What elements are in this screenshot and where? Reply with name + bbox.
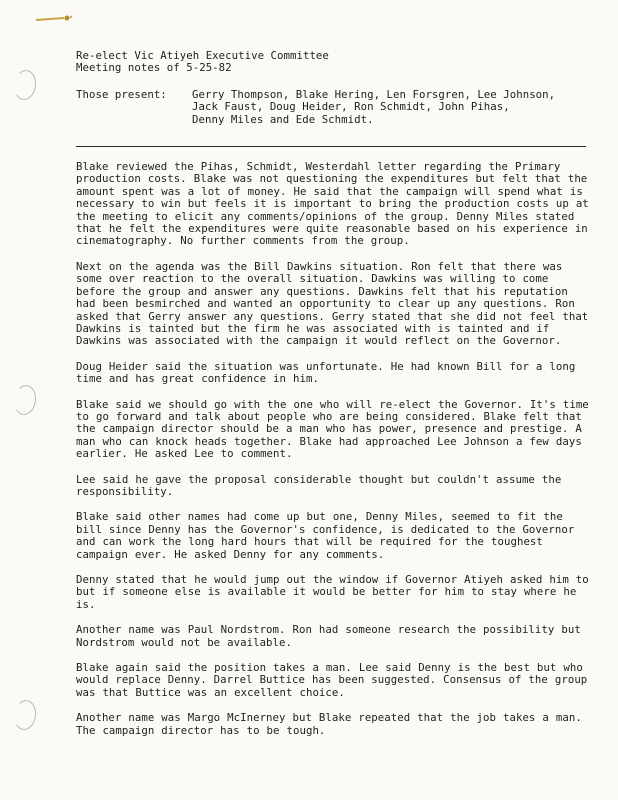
- paragraph-dawkins-situation: Next on the agenda was the Bill Dawkins situation. Ron felt that there was some over reaction to the overall situation. Dawkins was willing to come before the group and answer any questions. Dawkins felt that his reputation had been besmirched and wanted an opportunity to clear up any questions. Ron asked that Gerry answer any questions. Gerry stated that she did not feel that Dawkins is tainted but the firm he was associated with is tainted and if Dawkins was associated with the campaign it would reflect on the Governor.: [76, 259, 589, 348]
- committee-title: Re-elect Vic Atiyeh Executive Committee: [76, 49, 329, 62]
- attendees-label: Those present:: [76, 87, 167, 101]
- punch-hole-bottom: [12, 699, 38, 732]
- paragraph-mcinerney: Another name was Margo McInerney but Blake repeated that the job takes a man. The campaign director has to be tough.: [76, 711, 582, 737]
- paragraph-lee-response: Lee said he gave the proposal considerable thought but couldn't assume the responsibility.: [76, 472, 562, 498]
- paragraph-denny-response: Denny stated that he would jump out the window if Governor Atiyeh asked him to but if someone else is available it would be better for him to stay where he is.: [76, 573, 589, 611]
- attendees-block: [76, 89, 604, 126]
- paragraph-nordstrom: Another name was Paul Nordstrom. Ron had someone research the possibility but Nordstrom would not be available.: [76, 623, 581, 649]
- attendees-names: Gerry Thompson, Blake Hering, Len Forsgren, Lee Johnson, Jack Faust, Doug Heider, Ron Schmidt, John Pihas, Denny Miles and Ede Schmidt.: [192, 87, 556, 126]
- memo-page: [76, 50, 604, 750]
- divider-rule: [76, 146, 586, 147]
- meeting-date-line: Meeting notes of 5-25-82: [76, 61, 232, 75]
- paragraph-buttice: Blake again said the position takes a man. Lee said Denny is the best but who would replace Denny. Darrel Buttice has been suggested. Consensus of the group was that Buttice was an excellent choice.: [76, 661, 588, 699]
- paragraph-production-costs: Blake reviewed the Pihas, Schmidt, Westerdahl letter regarding the Primary production costs. Blake was not questioning the expenditures but felt that the amount spent was a lot of money. He said that the campaign will spend what is necessary to win but feels it is important to bring the production costs up at the meeting to elicit any comments/opinions of the group. Denny Miles stated that he felt the expenditures were quite reasonable based on his experience in cinematography. No further comments from the group.: [76, 160, 589, 248]
- punch-hole-middle: [12, 384, 38, 417]
- staple-mark: [34, 14, 74, 24]
- paragraph-campaign-director: Blake said we should go with the one who will re-elect the Governor. It's time to go forward and talk about people who are being considered. Blake felt that the campaign director should be a man who has power, presence and prestige. A man who can knock heads together. Blake had approached Lee Johnson a few days earlier. He asked Lee to comment.: [76, 397, 589, 461]
- memo-heading: [76, 50, 604, 75]
- paragraph-heider-comment: Doug Heider said the situation was unfortunate. He had known Bill for a long time and has great confidence in him.: [76, 359, 576, 386]
- paragraph-denny-miles: Blake said other names had come up but one, Denny Miles, seemed to fit the bill since Denny has the Governor's confidence, is dedicated to the Governor and can work the long hard hours that will be required for the toughest campaign ever. He asked Denny for any comments.: [76, 510, 575, 561]
- punch-hole-top: [12, 69, 38, 102]
